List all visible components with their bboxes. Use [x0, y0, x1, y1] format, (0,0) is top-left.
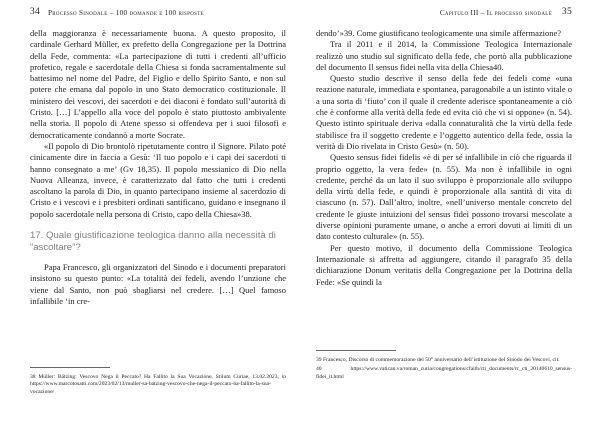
- right-footnotes: [316, 357, 572, 383]
- left-page-body: [30, 28, 286, 307]
- right-paragraph-3: Questo studio descrive il senso della fede dei fedeli come «una reazione naturale, immediata e spontanea, paragonabile a un istinto vitale o a una sorta di ‘fiuto’ con il quale il credente aderisce spontaneamente a ciò che è conforme alla verità della fede ed evita ciò che vi si oppone» (n. 54). Questo istinto spirituale deriva «dalla connaturalità che la virtù della fede stabilisce fra il soggetto credente e l’oggetto autentico della fede, ossia la verità di Dio rivelata in Cristo Gesù» (n. 50).: [316, 73, 572, 151]
- left-paragraph-1: della maggioranza è necessariamente buona. A questo proposito, il cardinale Gerhard Müller, ex prefetto della Congregazione per la Dottrina della Fede, commenta: «La partecipazione di tutti i credenti all’ufficio profetico, regale e sacerdotale della Chiesa si fonda sacramentalmente sul battesimo nel nome del Padre, del Figlio e dello Spirito Santo, e non sul potere che emana dal popolo in uno Stato democratico costituzionale. Il ministero dei vescovi, dei sacerdoti e dei diaconi è fondato sull’autorità di Cristo. […] L’appello alla voce del popolo è stato piuttosto ambivalente nella storia. Il popolo di Atene spesso si offendeva per i suoi filosofi e democraticamente condannò a morte Socrate.: [30, 28, 286, 140]
- left-section-paragraph: Papa Francesco, gli organizzatori del Sinodo e i documenti preparatori insistono su questo punto: «La totalità dei fedeli, avendo l’unzione che viene dal Santo, non può sbagliarsi nel credere. […] Quel famoso infallibile ‘in cre-: [30, 262, 286, 306]
- left-page-number: 34: [30, 7, 41, 17]
- right-running-title: Capitulo III – Il processo sinodale: [439, 9, 552, 17]
- left-running-title: Processo Sinodale – 100 domande e 100 risposte: [48, 9, 204, 17]
- right-running-header: [316, 8, 572, 22]
- left-footnote-rule: [30, 367, 110, 368]
- right-paragraph-1: dendo’»39. Come giustificano teologicamente una simile affermazione?: [316, 28, 562, 38]
- section-heading: 17. Quale giustificazione teologica danno alla necessità di “ascoltare”?: [30, 230, 276, 254]
- footnote-40: 40 https://www.vatican.va/roman_curia/congregations/cfaith/cti_documents/rc_cti_20140610_sensus-fidei_it.html: [316, 366, 572, 380]
- left-page: [30, 0, 286, 430]
- left-running-header: [30, 8, 286, 22]
- right-page: [316, 0, 572, 430]
- left-paragraph-2: «Il popolo di Dio brontolò ripetutamente contro il Signore. Pilato poté cinicamente dire in faccia a Gesù: ‘Il tuo popolo e i capi dei sacerdoti ti hanno consegnato a me’ (Gv 18,35). Il popolo messianico di Dio nella Nuova Alleanza, invece, è caratterizzato dal fatto che tutti i credenti ascoltano la parola di Dio, in quanto partecipano insieme al sacerdozio di Cristo e i vescovi e i presbiteri ordinati santificano, guidano e insegnano il popolo sacerdotale nella persona di Cristo, capo della Chiesa»38.: [30, 140, 286, 219]
- right-page-number: 35: [561, 7, 572, 17]
- right-page-body: [316, 28, 572, 288]
- footnote-38: 38 Müller: Bätzing: Vescovo Nega il Peccato? Ha Fallito la Sua Vocazione, Stilum Curiae, 13.02.2023, in https://www.marcotosatti.com/2023/02/13/muller-sa-batzing-vescovo-che-nega-il-peccato-ha-fallito-la-sua-vocazione/: [30, 374, 286, 395]
- right-footnote-rule: [316, 350, 396, 351]
- right-paragraph-5: Per questo motivo, il documento della Commissione Teologica Internazionale si affretta ad aggiungere, citando il paragrafo 35 della dichiarazione Donum veritatis della Congregazione per la Dottrina della Fede: «Se quindi la: [316, 242, 572, 287]
- right-paragraph-2: Tra il 2011 e il 2014, la Commissione Teologica Internazionale realizzò uno studio sul significato della fede, che portò alla pubblicazione del documento Il sensus fidei nella vita della Chiesa40.: [316, 39, 572, 72]
- footnote-39: 39 Francesco, Discorso di commemorazione del 50° anniversario dell’istituzione del Sinodo dei Vescovi, cit.: [316, 357, 560, 363]
- left-footnotes: [30, 374, 286, 398]
- right-paragraph-4: Questo sensus fidei fidelis «è di per sé infallibile in ciò che riguarda il proprio oggetto, la vera fede» (n. 55). Ma non è infallibile in ogni credente, perché da un lato il suo sviluppo è proporzionale allo sviluppo della virtù della fede, e quindi è proporzionale alla santità di vita di ciascuno (n. 57). Dall’altro, inoltre, «nell’universo mentale concreto del credente le giuste intuizioni del sensus fidei possono trovarsi mescolate a diverse opinioni puramente umane, o anche a errori dovuti ai limiti di un dato contesto culturale» (n. 55).: [316, 152, 572, 242]
